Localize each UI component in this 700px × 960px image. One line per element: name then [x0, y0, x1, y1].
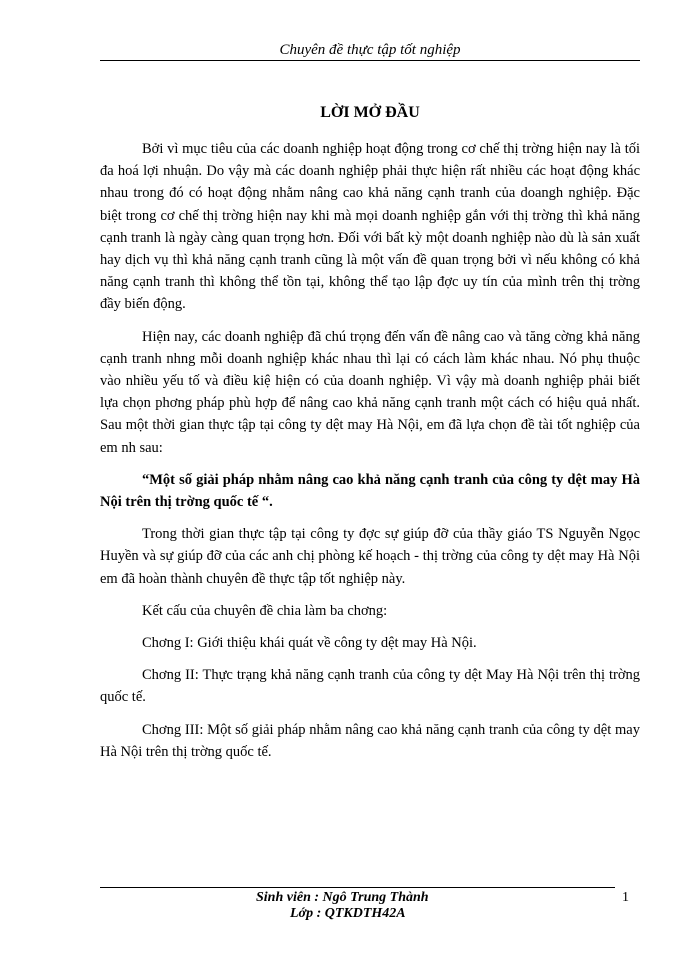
running-header: Chuyên đề thực tập tốt nghiệp — [279, 42, 461, 58]
page-title: LỜI MỞ ĐẦU — [320, 104, 420, 121]
chapter-item: Chơng I: Giới thiệu khái quát về công ty dệt may Hà Nội. — [142, 635, 477, 652]
paragraph-acknowledgement: Trong thời gian thực tập tại công ty đợc sự giúp đỡ của thầy giáo TS Nguyễn Ngọc Huyền và sự giúp đỡ của các anh chị phòng kế hoạch - thị trờng của công ty dệt may Hà Nội em đã hoàn thành chuyên đề thực tập tốt nghiệp này. — [100, 526, 640, 587]
chapter-item: Chơng II: Thực trạng khả năng cạnh tranh của công ty dệt May Hà Nội trên thị trờng quốc tế. — [100, 667, 640, 706]
page-number: 1 — [622, 890, 629, 905]
footer-student: Sinh viên : Ngô Trung Thành — [256, 890, 429, 905]
document-body — [100, 138, 640, 773]
thesis-title: “Một số giải pháp nhằm nâng cao khả năng cạnh tranh của công ty dệt may Hà Nội trên thị trờng quốc tế “. — [100, 471, 640, 511]
chapter-item: Chơng III: Một số giải pháp nhằm nâng cao khả năng cạnh tranh của công ty dệt may Hà Nội trên thị trờng quốc tế. — [100, 721, 640, 760]
paragraph-intro: Bởi vì mục tiêu của các doanh nghiệp hoạt động trong cơ chế thị trờng hiện nay là tối đa hoá lợi nhuận. Do vậy mà các doanh nghiệp phải thực hiện rất nhiều các hoạt động khác nhau trong đó có hoạt động nhằm nâng cao khả năng cạnh tranh của doangh nghiệp. Đặc biệt trong cơ chế thị trờng hiện nay khi mà mọi doanh nghiệp gắn với thị trờng thì khả năng cạnh tranh là ngày càng quan trọng hơn. Đối với bất kỳ một doanh nghiệp nào dù là sản xuất hay dịch vụ thì khả năng cạnh tranh cũng là một vấn đề quan trọng bởi vì nếu không có khả năng cạnh tranh thì không thể tồn tại, không thể tạo lập đợc uy tín của mình trên thị trờng đầy biến động. — [100, 141, 640, 313]
footer-divider — [100, 887, 615, 888]
footer-class: Lớp : QTKDTH42A — [290, 906, 406, 921]
paragraph-current-situation: Hiện nay, các doanh nghiệp đã chú trọng đến vấn đề nâng cao và tăng cờng khả năng cạnh tranh nhng mỗi doanh nghiệp khác nhau thì lại có cách làm khác nhau. Nó phụ thuộc vào nhiều yếu tố và điều kiệ hiện có của doanh nghiệp. Vì vậy mà doanh nghiệp phải biết lựa chọn phơng pháp phù hợp để nâng cao khả năng cạnh tranh một cách có hiệu quả nhất. Sau một thời gian thực tập tại công ty dệt may Hà Nội, em đã lựa chọn đề tài tốt nghiệp của em nh sau: — [100, 328, 640, 456]
header-divider — [100, 60, 640, 61]
structure-intro: Kết cấu của chuyên đề chia làm ba chơng: — [142, 602, 388, 619]
